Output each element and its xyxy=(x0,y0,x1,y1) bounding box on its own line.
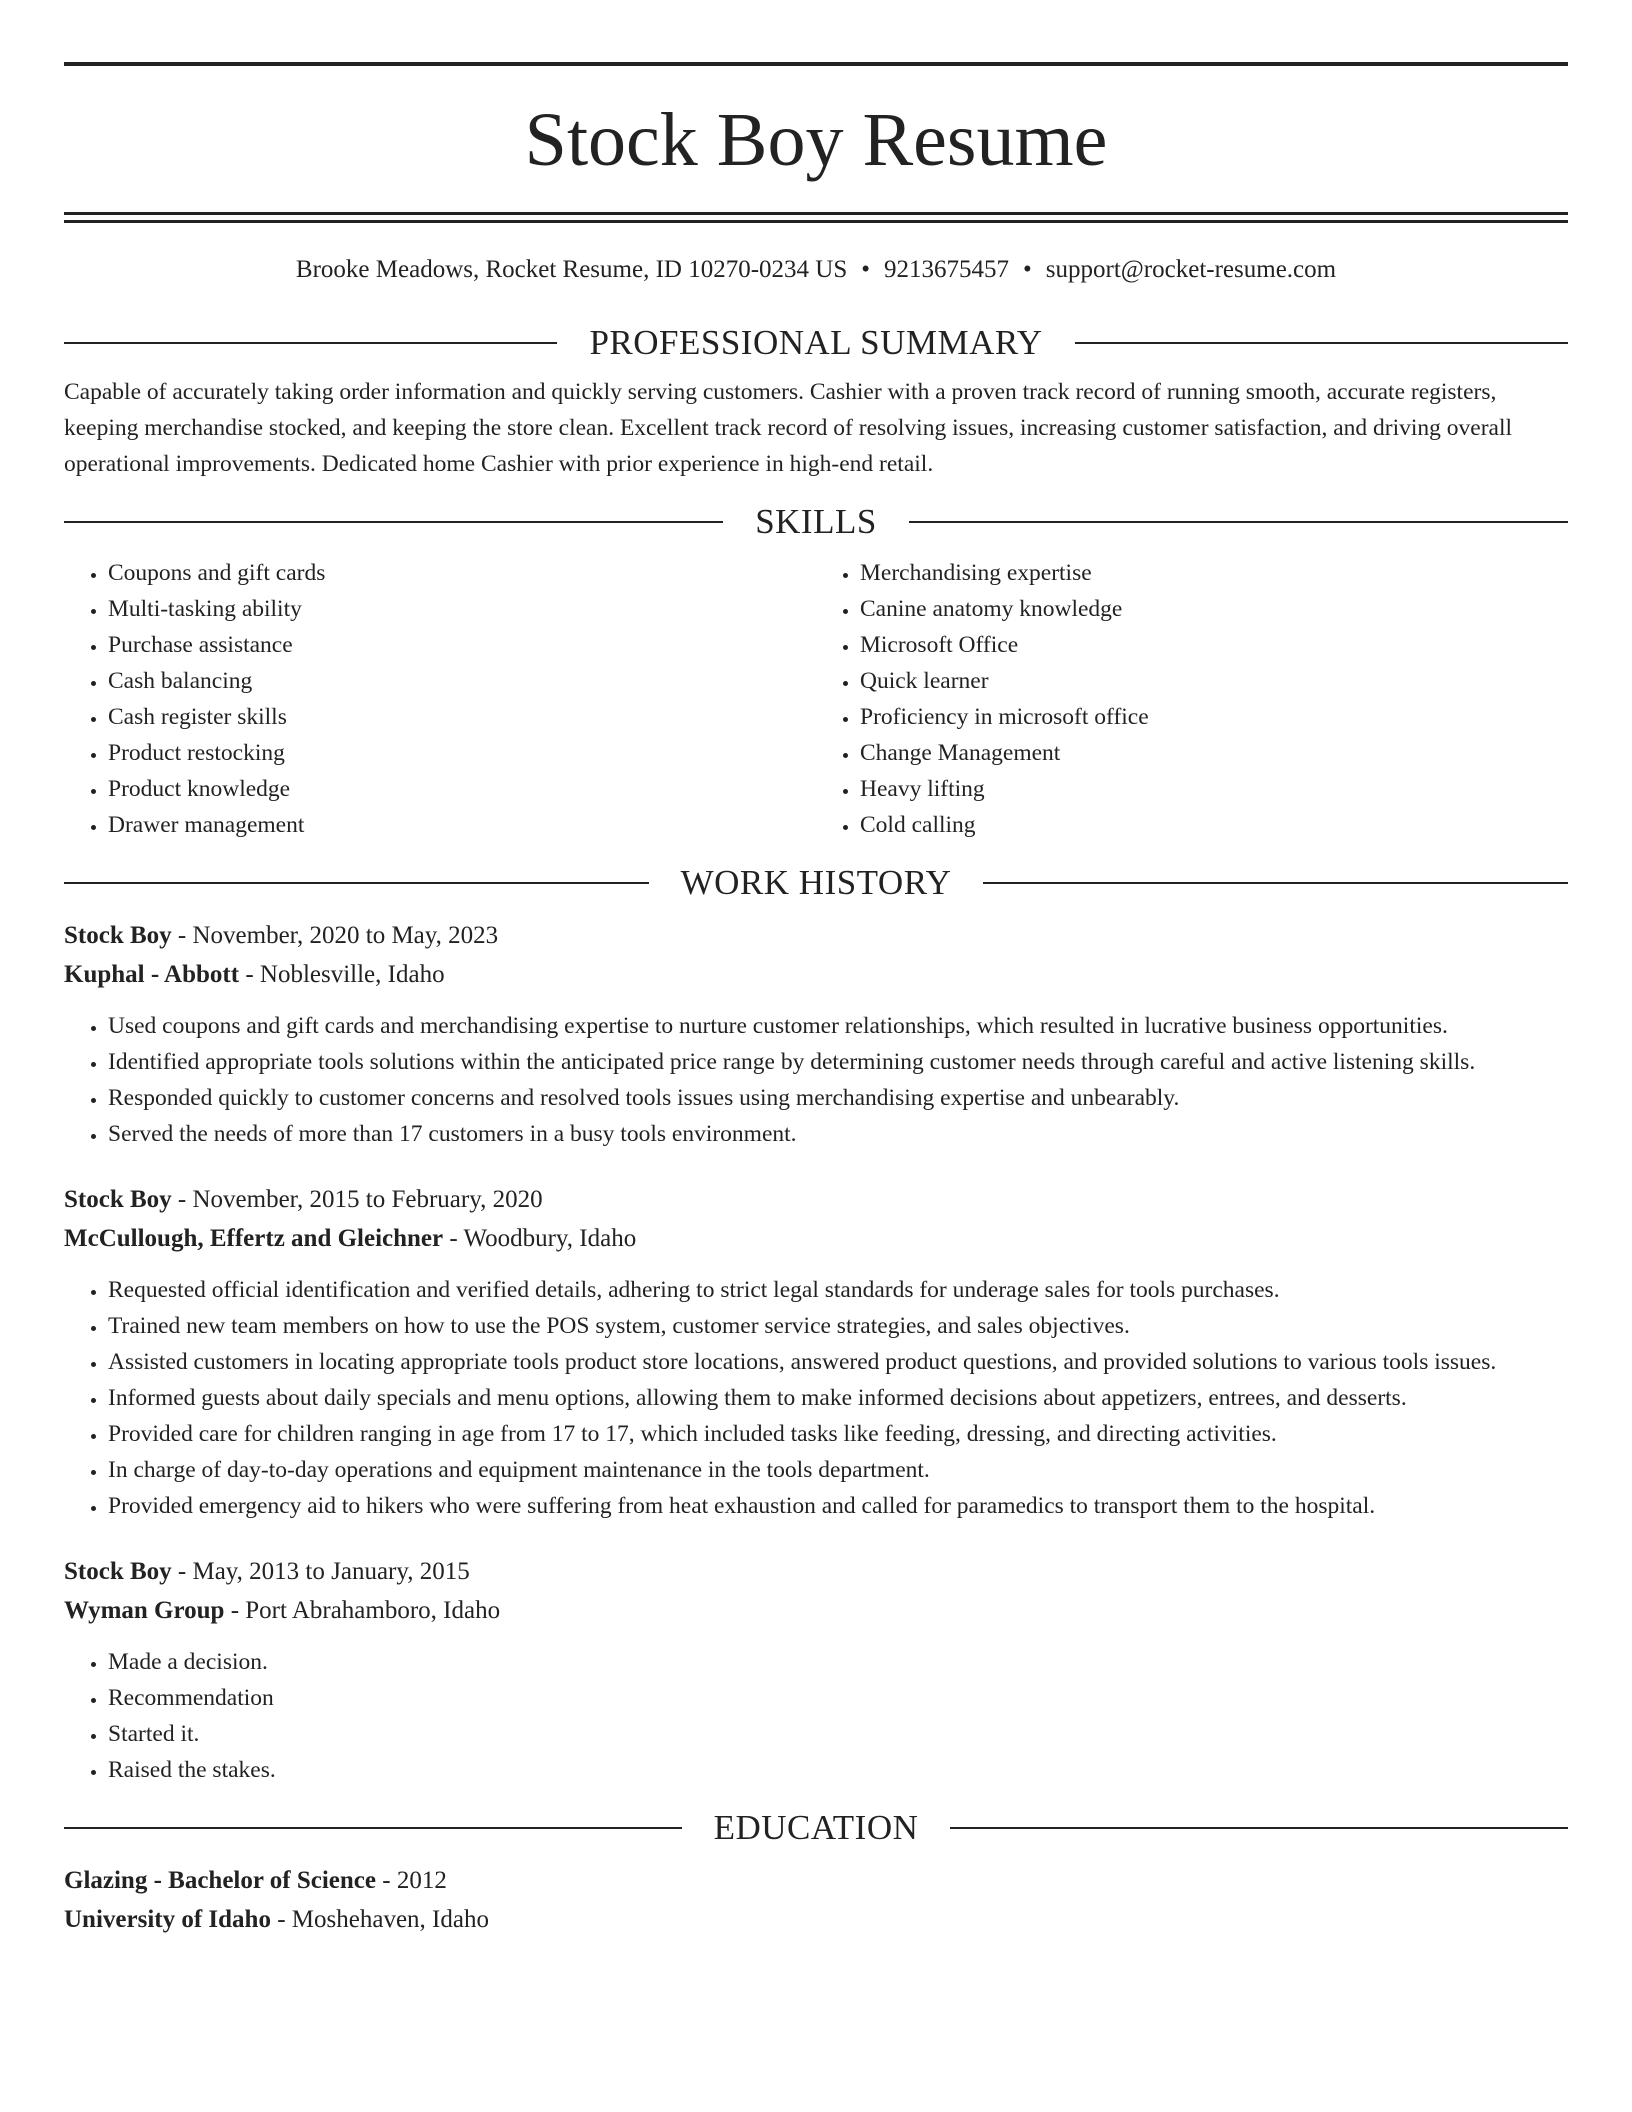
skill-item: • Product restocking xyxy=(108,735,816,771)
job-company: Kuphal - Abbott xyxy=(64,961,240,988)
job-dates: - November, 2015 to February, 2020 xyxy=(171,1186,543,1213)
education-heading xyxy=(64,1810,1568,1845)
job-bullet: • Started it. xyxy=(108,1716,1568,1752)
education-degree-line xyxy=(64,1861,1568,1900)
job-bullet: • Made a decision. xyxy=(108,1644,1568,1680)
education-degree: Glazing - Bachelor of Science xyxy=(64,1867,376,1894)
summary-heading-label: PROFESSIONAL SUMMARY xyxy=(589,323,1043,362)
job-title-line xyxy=(64,1180,1568,1219)
heading-rule-right xyxy=(983,882,1568,884)
education-year: - 2012 xyxy=(376,1867,447,1894)
job-location: - Noblesville, Idaho xyxy=(239,961,445,988)
skills-heading-label: SKILLS xyxy=(755,502,877,541)
job-entry xyxy=(64,1180,1568,1524)
heading-rule-left xyxy=(64,882,649,884)
skill-item: • Proficiency in microsoft office xyxy=(860,699,1568,735)
summary-heading xyxy=(64,325,1568,360)
skill-item: • Cash register skills xyxy=(108,699,816,735)
skill-item: • Cash balancing xyxy=(108,663,816,699)
job-bullet: • Identified appropriate tools solutions within the anticipated price range by determining customer needs through careful and active listening skills. xyxy=(108,1044,1568,1080)
job-entry xyxy=(64,916,1568,1152)
heading-rule-left xyxy=(64,521,723,523)
contact-separator: • xyxy=(1023,256,1032,283)
skill-item: • Quick learner xyxy=(860,663,1568,699)
job-company: Wyman Group xyxy=(64,1597,225,1624)
job-bullet: • Provided care for children ranging in age from 17 to 17, which included tasks like feeding, dressing, and directing activities. xyxy=(108,1416,1568,1452)
skill-item: • Change Management xyxy=(860,735,1568,771)
work-history-list xyxy=(64,916,1568,1788)
job-title: Stock Boy xyxy=(64,922,172,949)
work-history-heading-label: WORK HISTORY xyxy=(680,863,952,902)
work-history-heading xyxy=(64,865,1568,900)
job-bullet: • Used coupons and gift cards and merchandising expertise to nurture customer relationships, which resulted in lucrative business opportunities. xyxy=(108,1008,1568,1044)
job-location: - Woodbury, Idaho xyxy=(443,1225,637,1252)
skills-list xyxy=(64,555,1568,843)
job-dates: - November, 2020 to May, 2023 xyxy=(171,922,499,949)
skill-item: • Microsoft Office xyxy=(860,627,1568,663)
job-location: - Port Abrahamboro, Idaho xyxy=(224,1597,501,1624)
skills-column-right xyxy=(816,555,1568,843)
contact-address: Brooke Meadows, Rocket Resume, ID 10270-0234 US xyxy=(295,256,848,283)
job-bullet: • Provided emergency aid to hikers who were suffering from heat exhaustion and called for paramedics to transport them to the hospital. xyxy=(108,1488,1568,1524)
job-title-line xyxy=(64,916,1568,955)
title-double-rule xyxy=(64,212,1568,223)
heading-rule-left xyxy=(64,342,557,344)
job-company-line xyxy=(64,955,1568,994)
education-entry xyxy=(64,1861,1568,1939)
job-bullet: • Raised the stakes. xyxy=(108,1752,1568,1788)
contact-separator: • xyxy=(861,256,871,283)
skill-item: • Merchandising expertise xyxy=(860,555,1568,591)
job-bullets xyxy=(64,1644,1568,1788)
top-rule xyxy=(64,62,1568,66)
job-bullet: • In charge of day-to-day operations and equipment maintenance in the tools department. xyxy=(108,1452,1568,1488)
job-company-line xyxy=(64,1219,1568,1258)
job-bullets xyxy=(64,1272,1568,1524)
job-bullet: • Trained new team members on how to use the POS system, customer service strategies, and sales objectives. xyxy=(108,1308,1568,1344)
education-school: University of Idaho xyxy=(64,1906,271,1933)
heading-rule-right xyxy=(909,521,1568,523)
job-dates: - May, 2013 to January, 2015 xyxy=(171,1558,470,1585)
job-bullet: • Informed guests about daily specials and menu options, allowing them to make informed decisions about appetizers, entrees, and desserts. xyxy=(108,1380,1568,1416)
job-bullet: • Requested official identification and verified details, adhering to strict legal standards for underage sales for tools purchases. xyxy=(108,1272,1568,1308)
job-bullet: • Served the needs of more than 17 customers in a busy tools environment. xyxy=(108,1116,1568,1152)
job-bullet: • Responded quickly to customer concerns and resolved tools issues using merchandising expertise and unbearably. xyxy=(108,1080,1568,1116)
education-heading-label: EDUCATION xyxy=(713,1808,919,1847)
job-title-line xyxy=(64,1552,1568,1591)
job-bullet: • Recommendation xyxy=(108,1680,1568,1716)
education-location: - Moshehaven, Idaho xyxy=(270,1906,489,1933)
contact-line xyxy=(64,255,1568,285)
skill-item: • Coupons and gift cards xyxy=(108,555,816,591)
skills-column-left xyxy=(64,555,816,843)
skill-item: • Multi-tasking ability xyxy=(108,591,816,627)
job-title: Stock Boy xyxy=(64,1558,172,1585)
skill-item: • Product knowledge xyxy=(108,771,816,807)
heading-rule-left xyxy=(64,1827,682,1829)
skills-heading xyxy=(64,504,1568,539)
heading-rule-right xyxy=(950,1827,1568,1829)
skill-item: • Heavy lifting xyxy=(860,771,1568,807)
heading-rule-right xyxy=(1075,342,1568,344)
page-title: Stock Boy Resume xyxy=(524,98,1108,182)
job-company: McCullough, Effertz and Gleichner xyxy=(64,1225,444,1252)
summary-text: Capable of accurately taking order information and quickly serving customers. Cashier with a proven track record of running smooth, accurate registers, keeping merchandise stocked, and keeping the store clean. Excellent track record of resolving issues, increasing customer satisfaction, and driving overall operational improvements. Dedicated home Cashier with prior experience in high-end retail. xyxy=(64,379,1513,477)
contact-email: support@rocket-resume.com xyxy=(1045,256,1337,283)
education-school-line xyxy=(64,1900,1568,1939)
contact-phone: 9213675457 xyxy=(884,256,1010,283)
skill-item: • Canine anatomy knowledge xyxy=(860,591,1568,627)
skill-item: • Cold calling xyxy=(860,807,1568,843)
job-entry xyxy=(64,1552,1568,1788)
job-title: Stock Boy xyxy=(64,1186,172,1213)
skill-item: • Drawer management xyxy=(108,807,816,843)
job-bullets xyxy=(64,1008,1568,1152)
skill-item: • Purchase assistance xyxy=(108,627,816,663)
job-bullet: • Assisted customers in locating appropriate tools product store locations, answered product questions, and provided solutions to various tools issues. xyxy=(108,1344,1568,1380)
job-company-line xyxy=(64,1591,1568,1630)
